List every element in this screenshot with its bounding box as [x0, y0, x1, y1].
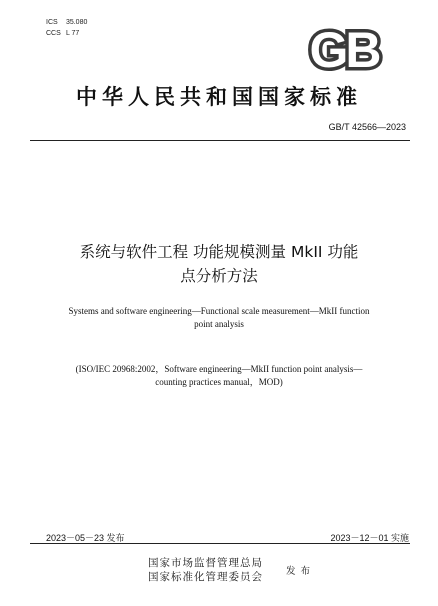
ccs-code: [46, 28, 87, 39]
ccs-value: L 77: [65, 30, 80, 37]
issuer-samr: 国家市场监督管理总局: [148, 557, 263, 569]
adoption-reference: [22, 363, 416, 389]
chinese-title-line-2: 点分析方法: [180, 267, 258, 285]
adoption-line-1: (ISO/IEC 20968:2002，Software engineering—MkII function point analysis—: [75, 364, 363, 374]
english-title-line-2: point analysis: [194, 319, 244, 329]
english-title-line-1: Systems and software engineering—Functional scale measurement—MkII function: [68, 306, 370, 316]
chinese-title: [20, 240, 418, 288]
national-standard-heading: 中华人民共和国国家标准: [76, 85, 362, 109]
issuer-sac: 国家标准化管理委员会: [148, 571, 263, 583]
english-title: [22, 305, 416, 331]
implement-date: 2023－12－01 实施: [330, 533, 409, 543]
chinese-title-line-1: 系统与软件工程 功能规模测量 MkII 功能: [79, 243, 359, 261]
publish-date: 2023－05－23 发布: [46, 533, 125, 543]
ics-label: ICS: [46, 19, 58, 26]
ics-value: 35.080: [65, 19, 88, 26]
ics-code: [46, 17, 87, 28]
classification-codes: [46, 17, 87, 39]
adoption-line-2: counting practices manual，MOD): [155, 377, 283, 387]
bottom-divider: [30, 543, 410, 544]
gb-logo-text: GB: [309, 24, 379, 72]
top-divider: [30, 140, 410, 141]
issue-label: 发 布: [286, 566, 312, 577]
gb-logo: [300, 24, 388, 72]
issuing-authorities: [148, 556, 263, 584]
standard-number: GB/T 42566—2023: [328, 122, 406, 132]
ccs-label: CCS: [46, 30, 61, 37]
